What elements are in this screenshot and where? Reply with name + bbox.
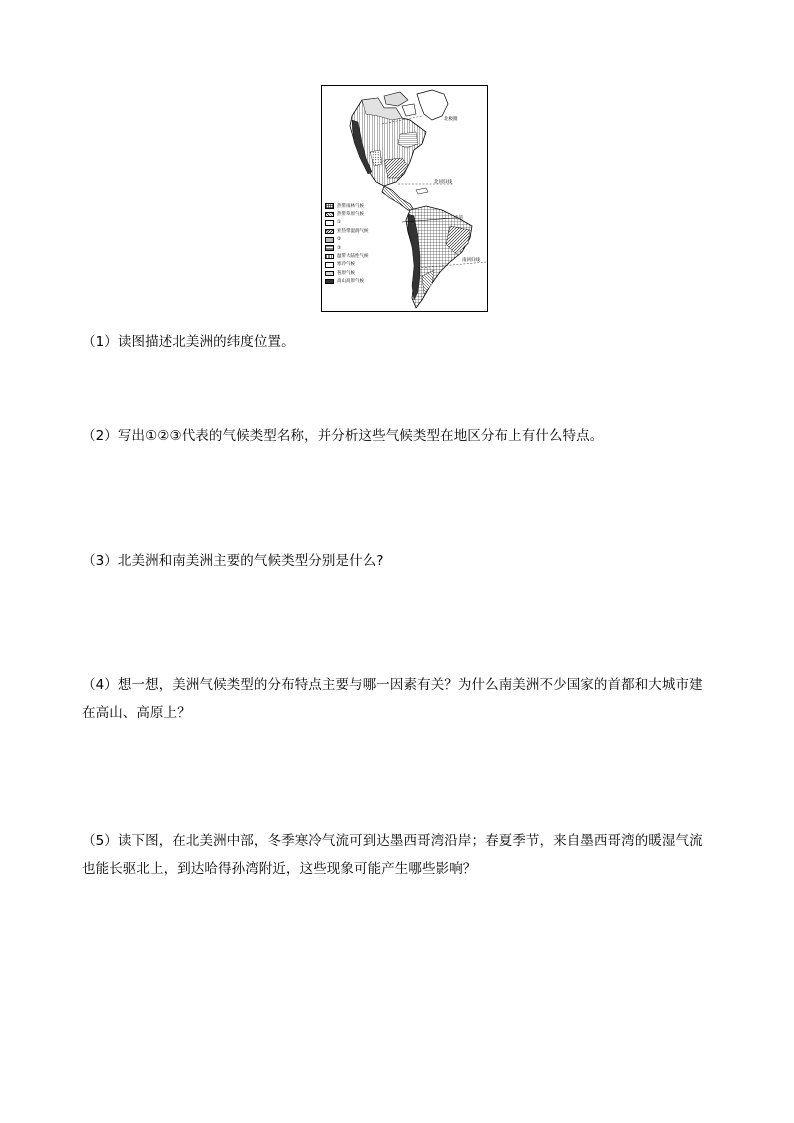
- legend-label: 高山高原气候: [337, 279, 364, 285]
- legend-item: [325, 227, 405, 235]
- legend-label: 寒冷气候: [337, 262, 355, 268]
- legend-swatch: [325, 254, 334, 260]
- legend-label: 热带草原气候: [337, 212, 364, 218]
- legend-item: [325, 210, 405, 218]
- question-5: [82, 827, 722, 883]
- legend-item: [325, 202, 405, 210]
- question-2: [82, 422, 722, 450]
- legend-label: 苔原气候: [337, 270, 355, 276]
- question-4-line-2: 在高山、高原上？: [82, 705, 191, 721]
- legend-swatch: [325, 237, 334, 243]
- legend-label: ①: [337, 220, 342, 226]
- question-3: [82, 547, 722, 575]
- legend-item: [325, 261, 405, 269]
- legend-swatch: [325, 220, 334, 226]
- question-4-line-1: （4）想一想，美洲气候类型的分布特点主要与哪一因素有关？为什么南美洲不少国家的首都和大城市建: [82, 677, 703, 693]
- legend-item: [325, 244, 405, 252]
- legend-swatch: [325, 212, 334, 218]
- legend-swatch: [325, 245, 334, 251]
- legend-label: ②: [337, 237, 342, 243]
- legend-item: [325, 252, 405, 260]
- legend-swatch: [325, 262, 334, 268]
- legend-item: [325, 219, 405, 227]
- legend-label: ③: [337, 245, 342, 251]
- legend-item: [325, 278, 405, 286]
- map-legend: [325, 202, 405, 286]
- tropic-cancer-label: 北回归线: [434, 180, 452, 185]
- question-3-text: （3）北美洲和南美洲主要的气候类型分别是什么?: [82, 553, 384, 569]
- legend-swatch: [325, 203, 334, 209]
- legend-swatch: [325, 279, 334, 285]
- question-5-line-2: 也能长驱北上，到达哈得孙湾附近，这些现象可能产生哪些影响？: [82, 861, 477, 877]
- equator-label: 赤道: [454, 216, 463, 221]
- question-4: [82, 671, 722, 727]
- legend-label: 温带大陆性气候: [337, 254, 369, 260]
- climate-map-figure: [321, 85, 488, 312]
- question-1: [82, 328, 722, 356]
- legend-item: [325, 236, 405, 244]
- arctic-circle-label: 北极圈: [444, 117, 458, 122]
- arctic-islands-shape: [384, 92, 408, 106]
- question-5-line-1: （5）读下图，在北美洲中部，冬季寒冷气流可到达墨西哥湾沿岸；春夏季节，来自墨西哥湾的暖湿气流: [82, 833, 703, 849]
- greenland-shape: [417, 90, 448, 120]
- legend-swatch: [325, 229, 334, 235]
- question-2-text: （2）写出①②③代表的气候类型名称，并分析这些气候类型在地区分布上有什么特点。: [82, 428, 604, 444]
- legend-item: [325, 269, 405, 277]
- tropic-capricorn-label: 南回归线: [462, 258, 480, 263]
- legend-label: 热带雨林气候: [337, 203, 364, 209]
- question-1-text: （1）读图描述北美洲的纬度位置。: [82, 334, 295, 350]
- legend-swatch: [325, 271, 334, 277]
- legend-label: 亚热带湿润气候: [337, 228, 369, 234]
